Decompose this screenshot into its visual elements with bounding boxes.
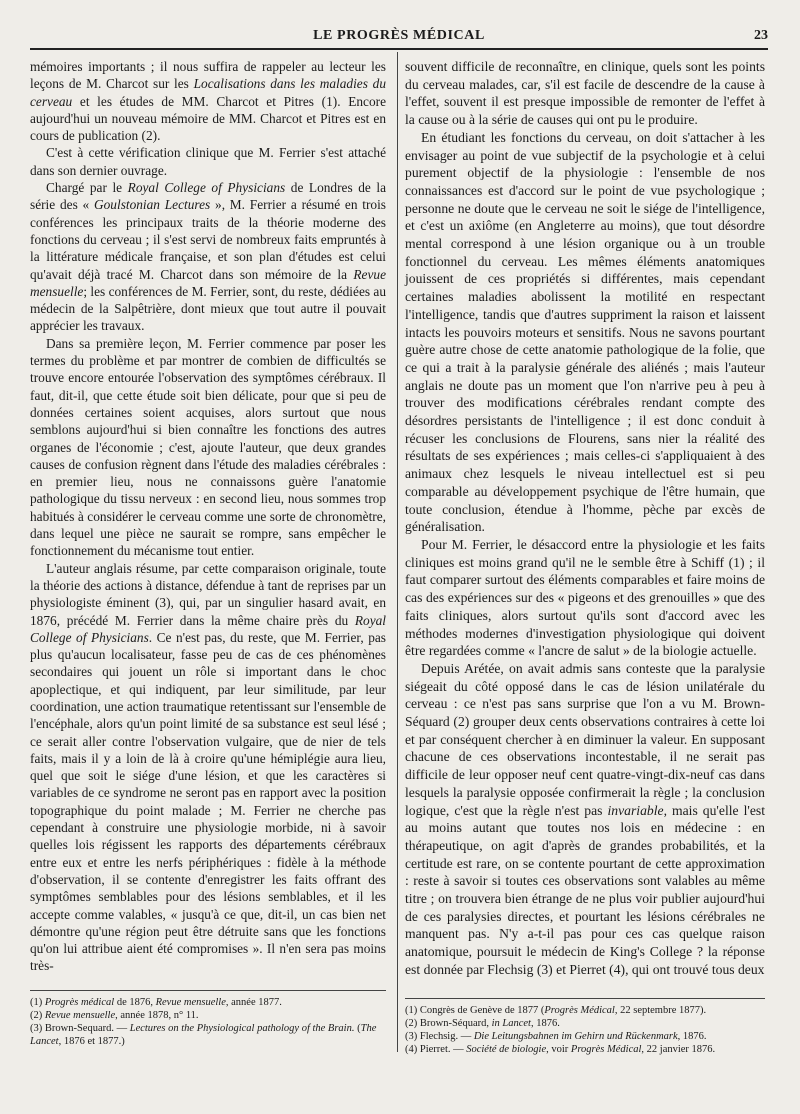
italic-text: Société de biologie	[466, 1044, 547, 1055]
italic-text: Revue mensuelle	[155, 997, 226, 1008]
italic-text: Royal College of Physicians	[127, 180, 286, 196]
footnote	[405, 1030, 765, 1043]
text-run: (4) Pierret. —	[405, 1044, 467, 1055]
text-run: . Ce n'est pas, du reste, que M. Ferrier, pas plus qu'aucun localisateur, fasse peu de cas de ces phénomènes secondaires qui jouent un rôle si important dans le choc apoplectique, et qui indiquent, par leur similitude, par leur coordination, une action traumatique retentissant sur l'ensemble de l'encéphale, alors qu'un point limité de sa substance est seul lésé ; ce serait aller contre l'observation vulgaire, que de nier de tels faits, mais il y a loin de là à croire qu'une hémiplégie aura lieu, quel que soit le siége d'une lésion, et que les caractères si variables de ce syndrome ne seront pas en rapport avec la position topographique du point malade ; M. Ferrier ne cherche pas cependant à construire une physiologie morbide, ni à savoir quelles lois régissent les rapports des départements cérébraux entre eux et entre les nerfs périphériques : fidèle à la méthode d'observation, il se contente d'enregistrer les faits offrant des symptômes semblables pour des lésions semblables, et il les accepte comme valables, « jusqu'à ce que, dit-il, un cas bien net démontre qu'une région peut être détruite sans que les fonctions qu'on lui attribue aient été compromises ». Il n'en sera pas moins très-	[30, 629, 386, 974]
footnotes-right	[405, 1004, 765, 1056]
text-run: mémoires importants ; il nous suffira de rappeler au lecteur les leçons de M. Charcot sur les	[30, 59, 386, 92]
left-column	[30, 58, 386, 975]
italic-text: in Lancet	[491, 1018, 531, 1029]
text-run: En étudiant les fonctions du cerveau, on doit s'attacher à les envisager au point de vue subjectif de la psychologie et à celui purement objectif de la physiologie : l'ensemble de nos connaissances est d'accord sur le point de vue psychologique ; personne ne doute que le cerveau ne soit le siége de l'intelligence, et c'est un axiôme (en Angleterre au moins), que tout désordre mental correspond à une lésion organique ou à un trouble fonctionnel du cerveau. Les mêmes éléments anatomiques jouissent de ces propriétés si différentes, mais cependant certaines maladies abolissent la motilité en respectant l'intelligence, tandis que d'autres suppriment la raison et laissent intacts les pouvoirs moteurs et sensitifs. Nous ne savons pourtant guère autre chose de cette anatomie pathologique de la folie, que ce qui a trait à la paralysie générale des aliénés ; mais l'auteur anglais ne doute pas un moment que l'on n'arrive peu à peu à trouver des modifications cérébrales rendant compte des désordres persistants de l'intelligence ; il est donc conduit à récuser les conclusions de Flourens, sans nier la réalité des résultats de ses expériences ; mais celles-ci s'appliquaient à des animaux chez lesquels le niveau intellectuel est si peu comparable au développement psychique de l'être humain, que toute conclusion, étendue à l'homme, pèche par excès de généralisation.	[405, 129, 765, 535]
text-run: , année 1877.	[225, 997, 282, 1008]
text-run: Dans sa première leçon, M. Ferrier commence par poser les termes du problème et par montrer de combien de difficultés se trouve encore entourée l'observation des symptômes cérébraux. Il faut, dit-il, que cette étude soit bien délicate, pour que si peu de données certaines soient acquises, alors surtout que nous semblons aujourd'hui si bien connaître les fonctions des autres organes de l'économie ; c'est, ajoute l'auteur, que deux grandes causes de confusion règnent dans l'étude des maladies cérébrales : en premier lieu, nous ne connaissons guère l'anatomie pathologique du tissu nerveux : en second lieu, nous sommes trop habitués à considérer le cerveau comme une sorte de chronomètre, dans lequel une pièce ne saurait se rompre, sans empêcher le fonctionnement du mécanisme tout entier.	[30, 335, 386, 559]
italic-text: invariable	[607, 802, 664, 818]
text-run: , voir	[546, 1044, 571, 1055]
italic-text: Lectures on the Physiological pathology of the Brain.	[129, 1023, 355, 1034]
footnotes-left	[30, 996, 386, 1048]
text-run: Depuis Arétée, on avait admis sans conteste que la paralysie siégeait du côté opposé dans le cas de lésion unilatérale du cerveau : ce n'est pas sans surprise que l'on a vu M. Brown-Séquard (2) grouper deux cents observations contraires à cette loi et par conséquent chercher à en diminuer la valeur. En supposant chacune de ces observations incontestable, il ne serait pas difficile de leur opposer neuf cent quatre-vingt-dix-neuf cas dans lesquels la paralysie opposée confirmerait la règle ; la conclusion logique, c'est que la règle n'est pas	[405, 660, 765, 818]
page-header	[30, 28, 768, 48]
text-run: (1) Congrès de Genève de 1877 (	[405, 1005, 545, 1016]
italic-text: Revue mensuelle	[30, 266, 386, 299]
italic-text: Progrès Médical	[570, 1044, 642, 1055]
text-run: (2)	[30, 1010, 45, 1021]
footnote-rule-left	[30, 990, 386, 991]
paragraph	[30, 179, 386, 335]
footnote-rule-right	[405, 998, 765, 999]
italic-text: Die Leitungsbahnen im Gehirn und Rückenmark	[473, 1031, 678, 1042]
italic-text: Progrès Médical	[544, 1005, 615, 1016]
text-run: (3) Brown-Sequard. —	[30, 1023, 130, 1034]
text-run: de 1876,	[114, 997, 156, 1008]
text-run: C'est à cette vérification clinique que M. Ferrier s'est attaché dans son dernier ouvrage.	[30, 145, 386, 178]
text-run: L'auteur anglais résume, par cette comparaison originale, toute la théorie des actions à distance, défendue à tant de reprises par un physiologiste éminent (3), qui, par un singulier hasard avait, en 1876, précédé M. Ferrier dans la même chaire près du	[30, 560, 386, 628]
text-run: et les études de MM. Charcot et Pitres (1). Encore aujourd'hui un nouveau mémoire de MM. Charcot et Pitres est en cours de publication (2).	[30, 93, 386, 144]
text-run: Chargé par le	[46, 180, 128, 196]
paragraph	[30, 560, 386, 975]
italic-text: Localisations dans les maladies du cerveau	[30, 76, 386, 109]
text-run: ; les conférences de M. Ferrier, sont, du reste, dédiées au médecin de la Salpêtrière, dont mieux que tout autre il pouvait apprécier les travaux.	[30, 283, 386, 334]
text-run: Pour M. Ferrier, le désaccord entre la physiologie et les faits cliniques est moins grand qu'il ne le semble être à Schiff (1) ; il faut comparer surtout des éléments comparables et faire moins de cas des expériences sur des « pigeons et des grenouilles » que des faits cliniques, alors surtout qu'ils sont d'accord avec les méthodes modernes d'investigation physiologique qui doivent être regardées comme « l'ancre de salut » de la biologie actuelle.	[405, 536, 765, 659]
page-number: 23	[754, 28, 768, 43]
text-run: , 1876.	[530, 1018, 560, 1029]
text-run: souvent difficile de reconnaître, en clinique, quels sont les points du cerveau malades, car, s'il est facile de descendre de la cause à l'effet, souvent il est presque impossible de remonter de l'effet à la cause ou à la série de causes qui ont pu le produire.	[405, 59, 765, 128]
paragraph	[30, 58, 386, 144]
footnote	[405, 1017, 765, 1030]
text-run: , 1876 et 1877.)	[58, 1036, 125, 1047]
text-run: , 1876.	[677, 1031, 707, 1042]
header-rule	[30, 48, 768, 50]
italic-text: Royal College of Physicians	[30, 612, 386, 645]
paragraph	[405, 58, 765, 129]
right-column	[405, 58, 765, 979]
column-divider	[397, 52, 398, 1052]
text-run: , mais qu'elle l'est au moins autant que toutes nos lois en médecine : en thérapeutique, on agit d'après de grandes probabilités, et la certitude est rare, on se contente pourtant de cette approximation : reste à savoir si toutes ces observations sont valables au même titre ; on trouvera bien étrange de ne plus voir publier aujourd'hui de ces paralysies directes, et pourtant les lésions cérébrales ne manquent pas. N'y a-t-il pas pour ces cas quelque raison anatomique, poursuit le médecin de King's College ? la réponse est donnée par Flechsig (3) et Pierret (4), qui ont trouvé tous deux	[405, 802, 765, 977]
text-run: de Londres de la série des «	[30, 180, 387, 213]
paragraph	[405, 129, 765, 536]
italic-text: Goulstonian Lectures	[94, 197, 211, 213]
footnote	[30, 1009, 386, 1022]
paragraph	[30, 144, 386, 179]
footnote	[405, 1004, 765, 1017]
journal-title: LE PROGRÈS MÉDICAL	[313, 28, 485, 43]
text-run: (3) Flechsig. —	[405, 1031, 474, 1042]
text-run: (2) Brown-Séquard,	[405, 1018, 492, 1029]
text-run: , 22 septembre 1877).	[614, 1005, 707, 1016]
italic-text: Revue mensuelle	[44, 1010, 116, 1021]
italic-text: The Lancet	[30, 1023, 377, 1047]
paragraph	[405, 660, 765, 979]
footnote	[30, 996, 386, 1009]
text-run: , année 1878, n° 11.	[115, 1010, 199, 1021]
italic-text: Progrès médical	[44, 997, 115, 1008]
paragraph	[30, 335, 386, 560]
paragraph	[405, 536, 765, 660]
text-run: (1)	[30, 997, 45, 1008]
text-run: (	[354, 1023, 361, 1034]
footnote	[30, 1022, 386, 1048]
text-run: , 22 janvier 1876.	[641, 1044, 716, 1055]
text-run: », M. Ferrier a résumé en trois conférences les principaux traits de la théorie moderne des fonctions du cerveau ; il s'est servi de nombreux faits empruntés à la littérature médicale française, et son plan d'études est celui qu'avait déjà tracé M. Charcot dans son mémoire de la	[30, 197, 387, 282]
footnote	[405, 1043, 765, 1056]
